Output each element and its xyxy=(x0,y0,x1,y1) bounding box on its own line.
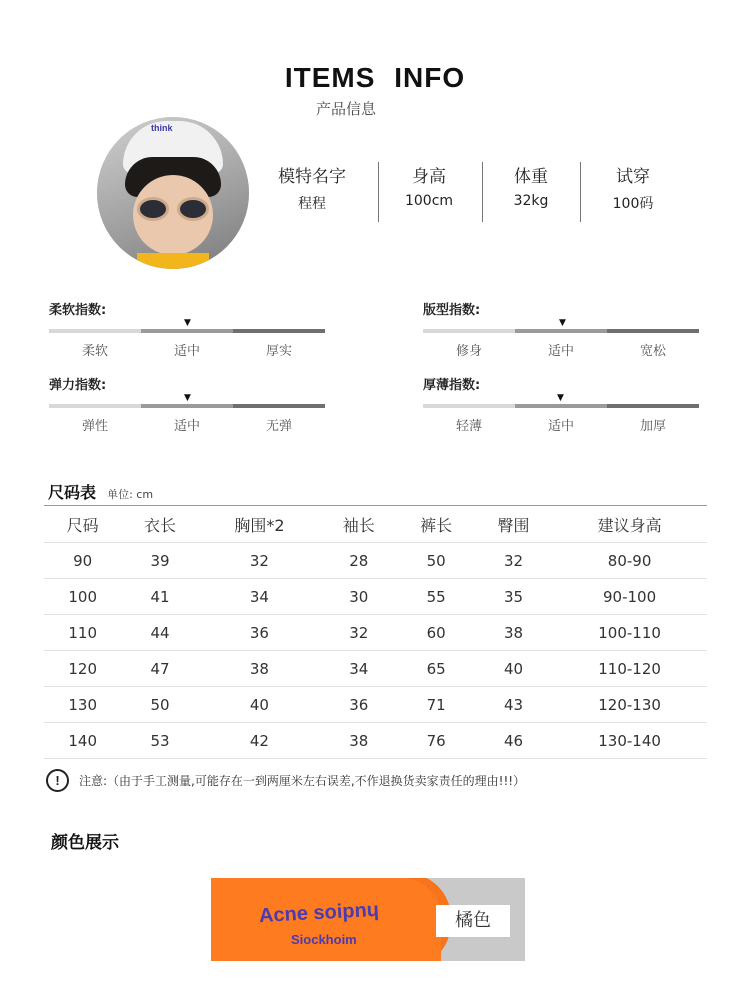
table-cell: 120 xyxy=(44,651,121,687)
table-cell: 35 xyxy=(475,579,552,615)
model-height-value: 100cm xyxy=(404,193,454,209)
table-cell: 44 xyxy=(121,615,198,651)
page-title: ITEMS INFO xyxy=(284,62,466,93)
table-cell: 32 xyxy=(475,543,552,579)
model-name-value: 程程 xyxy=(298,196,326,212)
index-option: 柔软 xyxy=(81,344,108,359)
model-trial-size xyxy=(596,162,670,213)
table-cell: 100-110 xyxy=(552,615,707,651)
thickness-index-label: 厚薄指数: xyxy=(423,378,481,393)
column-header: 尺码 xyxy=(44,506,121,543)
table-cell: 60 xyxy=(397,615,474,651)
model-trial-label: 试穿 xyxy=(616,167,650,187)
indicator-arrow-icon: ▼ xyxy=(184,318,191,328)
index-bar xyxy=(423,329,699,333)
table-cell: 38 xyxy=(320,723,397,759)
table-row xyxy=(44,723,707,759)
size-chart-heading xyxy=(48,480,153,503)
table-cell: 50 xyxy=(397,543,474,579)
index-option: 宽松 xyxy=(639,344,666,359)
shirt-print-line1: Acne soipnɥ xyxy=(258,898,380,928)
size-table xyxy=(44,505,707,759)
index-option: 适中 xyxy=(173,344,200,359)
column-header: 衣长 xyxy=(121,506,198,543)
size-chart-unit: 单位: cm xyxy=(107,488,154,501)
divider xyxy=(580,162,581,222)
model-avatar xyxy=(97,117,249,269)
table-cell: 120-130 xyxy=(552,687,707,723)
exclamation-icon: ! xyxy=(46,769,69,792)
header xyxy=(0,62,750,94)
table-cell: 36 xyxy=(320,687,397,723)
measurement-notice xyxy=(46,769,525,792)
index-option: 弹性 xyxy=(81,419,108,434)
page-subtitle: 产品信息 xyxy=(316,100,377,118)
table-cell: 130-140 xyxy=(552,723,707,759)
model-height-label: 身高 xyxy=(412,167,446,187)
table-cell: 46 xyxy=(475,723,552,759)
index-option: 适中 xyxy=(173,419,200,434)
table-cell: 36 xyxy=(199,615,320,651)
elasticity-index xyxy=(49,374,325,434)
index-option: 适中 xyxy=(547,419,574,434)
table-row xyxy=(44,687,707,723)
table-cell: 53 xyxy=(121,723,198,759)
elasticity-index-label: 弹力指数: xyxy=(49,378,107,393)
table-row xyxy=(44,579,707,615)
table-cell: 28 xyxy=(320,543,397,579)
index-option: 轻薄 xyxy=(455,419,482,434)
shirt-print-line2: Siockhoim xyxy=(291,932,357,947)
model-weight xyxy=(494,162,568,209)
indicator-arrow-icon: ▼ xyxy=(559,318,566,328)
index-option: 加厚 xyxy=(639,419,666,434)
softness-index xyxy=(49,299,325,359)
table-cell: 34 xyxy=(199,579,320,615)
table-cell: 71 xyxy=(397,687,474,723)
index-option: 适中 xyxy=(547,344,574,359)
column-header: 胸围*2 xyxy=(199,506,320,543)
index-bar xyxy=(49,404,325,408)
column-header: 袖长 xyxy=(320,506,397,543)
column-header: 臀围 xyxy=(475,506,552,543)
table-cell: 80-90 xyxy=(552,543,707,579)
color-swatch-orange[interactable] xyxy=(211,878,525,961)
index-bar xyxy=(423,404,699,408)
notice-text: 注意:（由于手工测量,可能存在一到两厘米左右误差,不作退换货卖家责任的理由!!!） xyxy=(79,774,526,788)
table-cell: 130 xyxy=(44,687,121,723)
table-cell: 50 xyxy=(121,687,198,723)
table-cell: 90 xyxy=(44,543,121,579)
table-cell: 65 xyxy=(397,651,474,687)
table-cell: 43 xyxy=(475,687,552,723)
index-option: 无弹 xyxy=(265,419,292,434)
table-cell: 41 xyxy=(121,579,198,615)
color-section-title: 颜色展示 xyxy=(51,833,119,853)
column-header: 裤长 xyxy=(397,506,474,543)
table-cell: 32 xyxy=(320,615,397,651)
table-cell: 140 xyxy=(44,723,121,759)
table-cell: 30 xyxy=(320,579,397,615)
model-name-label: 模特名字 xyxy=(278,167,346,187)
model-weight-value: 32kg xyxy=(513,193,549,209)
table-cell: 76 xyxy=(397,723,474,759)
fit-index-label: 版型指数: xyxy=(423,303,481,318)
indicator-arrow-icon: ▼ xyxy=(557,393,564,403)
divider xyxy=(482,162,483,222)
thickness-index xyxy=(423,374,699,434)
model-name xyxy=(262,162,362,213)
table-row xyxy=(44,651,707,687)
table-cell: 110-120 xyxy=(552,651,707,687)
table-cell: 32 xyxy=(199,543,320,579)
index-bar xyxy=(49,329,325,333)
table-cell: 40 xyxy=(475,651,552,687)
fit-index xyxy=(423,299,699,359)
column-header: 建议身高 xyxy=(552,506,707,543)
indicator-arrow-icon: ▼ xyxy=(184,393,191,403)
model-trial-value: 100码 xyxy=(612,196,654,212)
table-cell: 42 xyxy=(199,723,320,759)
table-row xyxy=(44,543,707,579)
table-cell: 55 xyxy=(397,579,474,615)
table-cell: 40 xyxy=(199,687,320,723)
softness-index-label: 柔软指数: xyxy=(49,303,107,318)
table-cell: 90-100 xyxy=(552,579,707,615)
table-cell: 38 xyxy=(475,615,552,651)
cap-text: think xyxy=(151,123,173,133)
table-header-row xyxy=(44,506,707,543)
model-weight-label: 体重 xyxy=(514,167,548,187)
divider xyxy=(378,162,379,222)
table-cell: 110 xyxy=(44,615,121,651)
table-row xyxy=(44,615,707,651)
size-chart-title: 尺码表 xyxy=(48,483,97,502)
table-cell: 39 xyxy=(121,543,198,579)
table-cell: 38 xyxy=(199,651,320,687)
model-height xyxy=(392,162,466,209)
index-option: 修身 xyxy=(455,344,482,359)
table-cell: 47 xyxy=(121,651,198,687)
table-cell: 100 xyxy=(44,579,121,615)
table-cell: 34 xyxy=(320,651,397,687)
index-option: 厚实 xyxy=(265,344,292,359)
color-name-label: 橘色 xyxy=(436,905,510,937)
